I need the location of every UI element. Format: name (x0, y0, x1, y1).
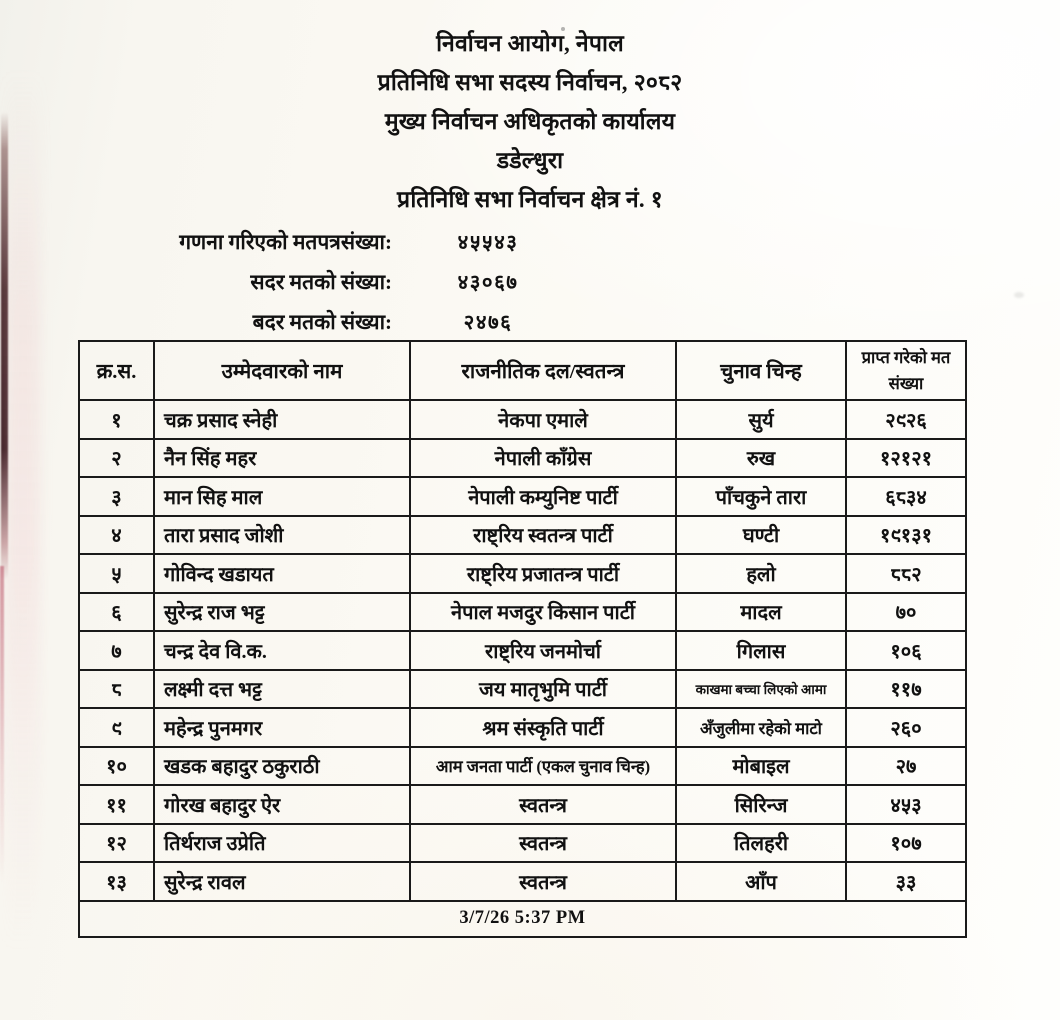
cell-party: राष्ट्रिय स्वतन्त्र पार्टी (410, 516, 676, 555)
stat-row-invalid-votes (0, 302, 584, 342)
cell-votes: १२१२१ (846, 439, 966, 478)
cell-symbol: मोबाइल (676, 747, 846, 786)
cell-symbol: मादल (676, 593, 846, 632)
table-row (79, 631, 966, 670)
results-table-body (79, 400, 966, 901)
table-row (79, 747, 966, 786)
cell-party: नेपाली कम्युनिष्ट पार्टी (410, 477, 676, 516)
cell-votes: ३३ (846, 862, 966, 901)
cell-symbol: आँप (676, 862, 846, 901)
cell-symbol: सुर्य (676, 400, 846, 439)
cell-candidate-name: मान सिह माल (154, 477, 410, 516)
cell-serial-number: ८ (79, 670, 154, 709)
column-header-serial: क्र.स. (79, 341, 154, 400)
cell-votes: २९२६ (846, 400, 966, 439)
org-title: निर्वाचन आयोग, नेपाल (436, 31, 624, 56)
cell-serial-number: ११ (79, 785, 154, 824)
column-header-party: राजनीतिक दल/स्वतन्त्र (410, 341, 676, 400)
stat-row-counted-ballots (0, 222, 584, 262)
cell-serial-number: ५ (79, 554, 154, 593)
table-row (79, 785, 966, 824)
results-table-head (79, 341, 966, 400)
cell-candidate-name: सुरेन्द्र राज भट्ट (154, 593, 410, 632)
cell-candidate-name: चन्द्र देव वि.क. (154, 631, 410, 670)
cell-symbol: तिलहरी (676, 824, 846, 863)
results-table (78, 340, 967, 938)
cell-candidate-name: गोविन्द खडायत (154, 554, 410, 593)
stat-value: ४५५४३ (457, 232, 519, 254)
stat-value: ४३०६७ (457, 272, 519, 294)
table-row (79, 708, 966, 747)
election-title: प्रतिनिधि सभा सदस्य निर्वाचन, २०८२ (377, 70, 683, 95)
cell-votes: १०६ (846, 631, 966, 670)
stat-row-valid-votes (0, 262, 584, 302)
cell-votes: ११७ (846, 670, 966, 709)
cell-candidate-name: तिर्थराज उप्रेति (154, 824, 410, 863)
cell-party: श्रम संस्कृति पार्टी (410, 708, 676, 747)
ballot-stats (0, 222, 584, 342)
cell-candidate-name: महेन्द्र पुनमगर (154, 708, 410, 747)
cell-symbol: रुख (676, 439, 846, 478)
document-header (0, 24, 1060, 219)
table-row (79, 862, 966, 901)
table-row (79, 670, 966, 709)
cell-symbol: हलो (676, 554, 846, 593)
cell-symbol: घण्टी (676, 516, 846, 555)
constituency-title: प्रतिनिधि सभा निर्वाचन क्षेत्र नं. १ (397, 187, 663, 212)
stat-value: २४७६ (463, 312, 513, 334)
cell-serial-number: १२ (79, 824, 154, 863)
stat-label: सदर मतको संख्या: (250, 270, 392, 294)
cell-candidate-name: खडक बहादुर ठकुराठी (154, 747, 410, 786)
cell-party: स्वतन्त्र (410, 824, 676, 863)
cell-party: नेकपा एमाले (410, 400, 676, 439)
district-name: डडेल्धुरा (496, 148, 564, 173)
cell-votes: ६८३४ (846, 477, 966, 516)
table-row (79, 400, 966, 439)
cell-party: राष्ट्रिय प्रजातन्त्र पार्टी (410, 554, 676, 593)
cell-candidate-name: नैन सिंह महर (154, 439, 410, 478)
cell-votes: २७ (846, 747, 966, 786)
scan-edge-pink-line (0, 566, 4, 884)
column-header-candidate: उम्मेदवारको नाम (154, 341, 410, 400)
cell-party: राष्ट्रिय जनमोर्चा (410, 631, 676, 670)
cell-party: स्वतन्त्र (410, 862, 676, 901)
footer-row (79, 901, 966, 937)
cell-symbol: अँजुलीमा रहेको माटो (676, 708, 846, 747)
print-timestamp: 3/7/26 5:37 PM (79, 901, 966, 937)
results-table-foot (79, 901, 966, 937)
stat-label: बदर मतको संख्या: (252, 310, 392, 334)
column-header-votes: प्राप्त गरेको मत संख्या (846, 341, 966, 400)
cell-party: आम जनता पार्टी (एकल चुनाव चिन्ह) (410, 747, 676, 786)
cell-candidate-name: चक्र प्रसाद स्नेही (154, 400, 410, 439)
table-row (79, 439, 966, 478)
cell-serial-number: ४ (79, 516, 154, 555)
cell-candidate-name: गोरख बहादुर ऐर (154, 785, 410, 824)
column-header-symbol: चुनाव चिन्ह (676, 341, 846, 400)
cell-serial-number: १ (79, 400, 154, 439)
cell-serial-number: २ (79, 439, 154, 478)
table-row (79, 516, 966, 555)
table-row (79, 824, 966, 863)
cell-votes: १९१३१ (846, 516, 966, 555)
cell-party: जय मातृभुमि पार्टी (410, 670, 676, 709)
cell-votes: २६० (846, 708, 966, 747)
cell-party: नेपाल मजदुर किसान पार्टी (410, 593, 676, 632)
table-row (79, 477, 966, 516)
cell-serial-number: ७ (79, 631, 154, 670)
cell-symbol: पाँचकुने तारा (676, 477, 846, 516)
cell-serial-number: ६ (79, 593, 154, 632)
cell-serial-number: १० (79, 747, 154, 786)
cell-votes: १०७ (846, 824, 966, 863)
cell-serial-number: ९ (79, 708, 154, 747)
cell-serial-number: १३ (79, 862, 154, 901)
cell-symbol: सिरिन्ज (676, 785, 846, 824)
stat-label: गणना गरिएको मतपत्रसंख्या: (179, 230, 392, 254)
cell-candidate-name: सुरेन्द्र रावल (154, 862, 410, 901)
cell-candidate-name: लक्ष्मी दत्त भट्ट (154, 670, 410, 709)
table-row (79, 554, 966, 593)
cell-serial-number: ३ (79, 477, 154, 516)
cell-party: नेपाली काँग्रेस (410, 439, 676, 478)
scan-speck (1014, 292, 1024, 298)
office-title: मुख्य निर्वाचन अधिकृतको कार्यालय (384, 109, 676, 134)
cell-votes: ८८२ (846, 554, 966, 593)
header-row (79, 341, 966, 400)
cell-party: स्वतन्त्र (410, 785, 676, 824)
cell-votes: ४५३ (846, 785, 966, 824)
cell-symbol: काखमा बच्चा लिएको आमा (676, 670, 846, 709)
cell-votes: ७० (846, 593, 966, 632)
cell-candidate-name: तारा प्रसाद जोशी (154, 516, 410, 555)
table-row (79, 593, 966, 632)
cell-symbol: गिलास (676, 631, 846, 670)
